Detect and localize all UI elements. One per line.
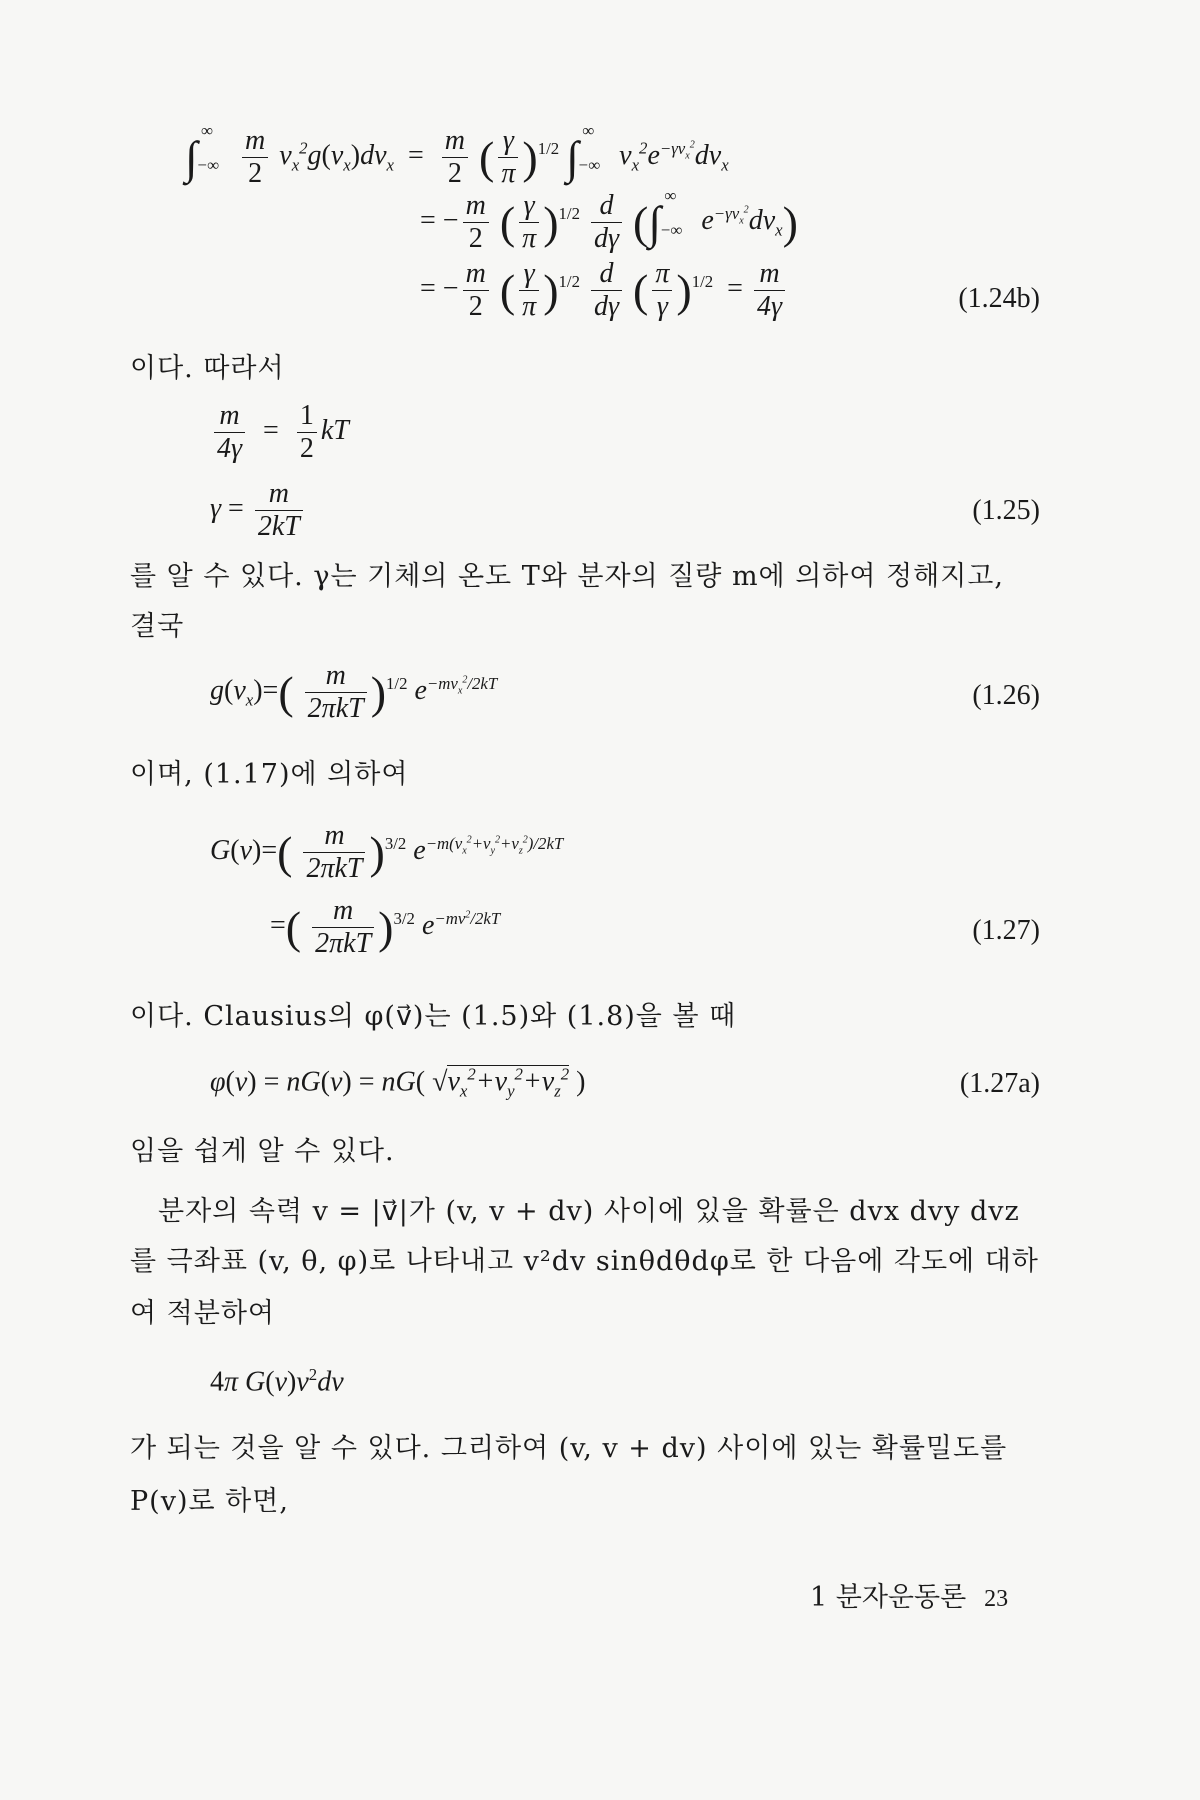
equation-1-27-line2: =( $\frac{m}{\text{2πkT}}$ )$^{3/2}$ $e^{-mv^2/2kT}$ xyxy=(270,895,501,960)
paragraph-text: 이다. 따라서 xyxy=(130,353,285,384)
equation-1-24b-line2: = − $\frac{m}{2}$ ( $\frac{\gamma}{\pi}$ )$^{1/2}$ $\frac{d}{d\gamma}$ ($\int_{-\infty}^\infty$ $e^{-\gamma v_x^2}dv_x$) xyxy=(420,185,798,255)
equation-1-24b-line3: = − $\frac{m}{2}$ ( $\frac{\gamma}{\pi}$ )$^{1/2}$ $\frac{d}{d\gamma}$ ( $\frac{\pi}{\gamma}$ )$^{1/2}$ = $\frac{m}{4\gamma}$ xyxy=(420,258,789,323)
paragraph-text: 결국 xyxy=(130,611,185,642)
paragraph-text: 이다. Clausius의 φ(v⃗)는 (1.5)와 (1.8)을 볼 때 xyxy=(130,1001,737,1032)
equation-number-1-27a: (1.27a) xyxy=(959,1068,1040,1099)
paragraph-text: 가 되는 것을 알 수 있다. 그리하여 (v, v + dv) 사이에 있는 확률밀도를 xyxy=(130,1433,1008,1464)
chapter-title: 1 분자운동론 xyxy=(810,1582,967,1613)
paragraph-text: P(v)로 하면, xyxy=(130,1486,289,1517)
equation-probability-element: 4π $G(v)v^2dv$ xyxy=(210,1365,344,1398)
paragraph-text: 임을 쉽게 알 수 있다. xyxy=(130,1136,395,1167)
equation-1-25-line2: γ = $\frac{m}{2kT}$ xyxy=(210,478,307,543)
equation-1-27a: φ(v) = nG(v) = nG( $√v_x^2+v_y^2+v_z^2$ ) xyxy=(210,1065,586,1101)
equation-1-24b-line1: $\int_{-\infty}^\infty$ $\frac{m}{2}$ $v_x^2g(v_x)dv_x$ = $\frac{m}{2}$ ( $\frac{\gamma}{\pi}$ )$^{1/2}$ $\int_{-\infty}^\infty$ $v_x^2e^{-\gamma v_x^2}dv_x$ xyxy=(185,120,729,190)
paragraph-text: 를 알 수 있다. γ는 기체의 온도 T와 분자의 질량 m에 의하여 정해지고, xyxy=(130,561,1004,592)
equation-number-1-25: (1.25) xyxy=(972,495,1040,526)
paragraph-text: 이며, (1.17)에 의하여 xyxy=(130,759,409,790)
paragraph-text: 를 극좌표 (v, θ, φ)로 나타내고 v²dv sinθdθdφ로 한 다음에 각도에 대하 xyxy=(130,1246,1039,1277)
equation-number-1-27: (1.27) xyxy=(972,915,1040,946)
equation-number-1-24b: (1.24b) xyxy=(958,283,1040,314)
paragraph-text: 여 적분하여 xyxy=(130,1298,275,1329)
equation-1-25-line1: $\frac{m}{4\gamma}$ = $\frac{1}{2}$ kT xyxy=(210,400,349,465)
page-number: 23 xyxy=(984,1586,1009,1612)
page-footer xyxy=(810,1575,1008,1614)
equation-1-26: $g(v_x)=$( $\frac{m}{\text{2πkT}}$ )$^{1/2}$ $e^{-mv_x^2/2kT}$ xyxy=(210,660,498,725)
equation-number-1-26: (1.26) xyxy=(972,680,1040,711)
paragraph-text: 분자의 속력 v = |v⃗|가 (v, v + dv) 사이에 있을 확률은 dvx dvy dvz xyxy=(158,1196,1020,1227)
equation-1-27-line1: G(v)=( $\frac{m}{\text{2πkT}}$ )$^{3/2}$ $e^{-m(v_x^2+v_y^2+v_z^2)/2kT}$ xyxy=(210,820,564,885)
